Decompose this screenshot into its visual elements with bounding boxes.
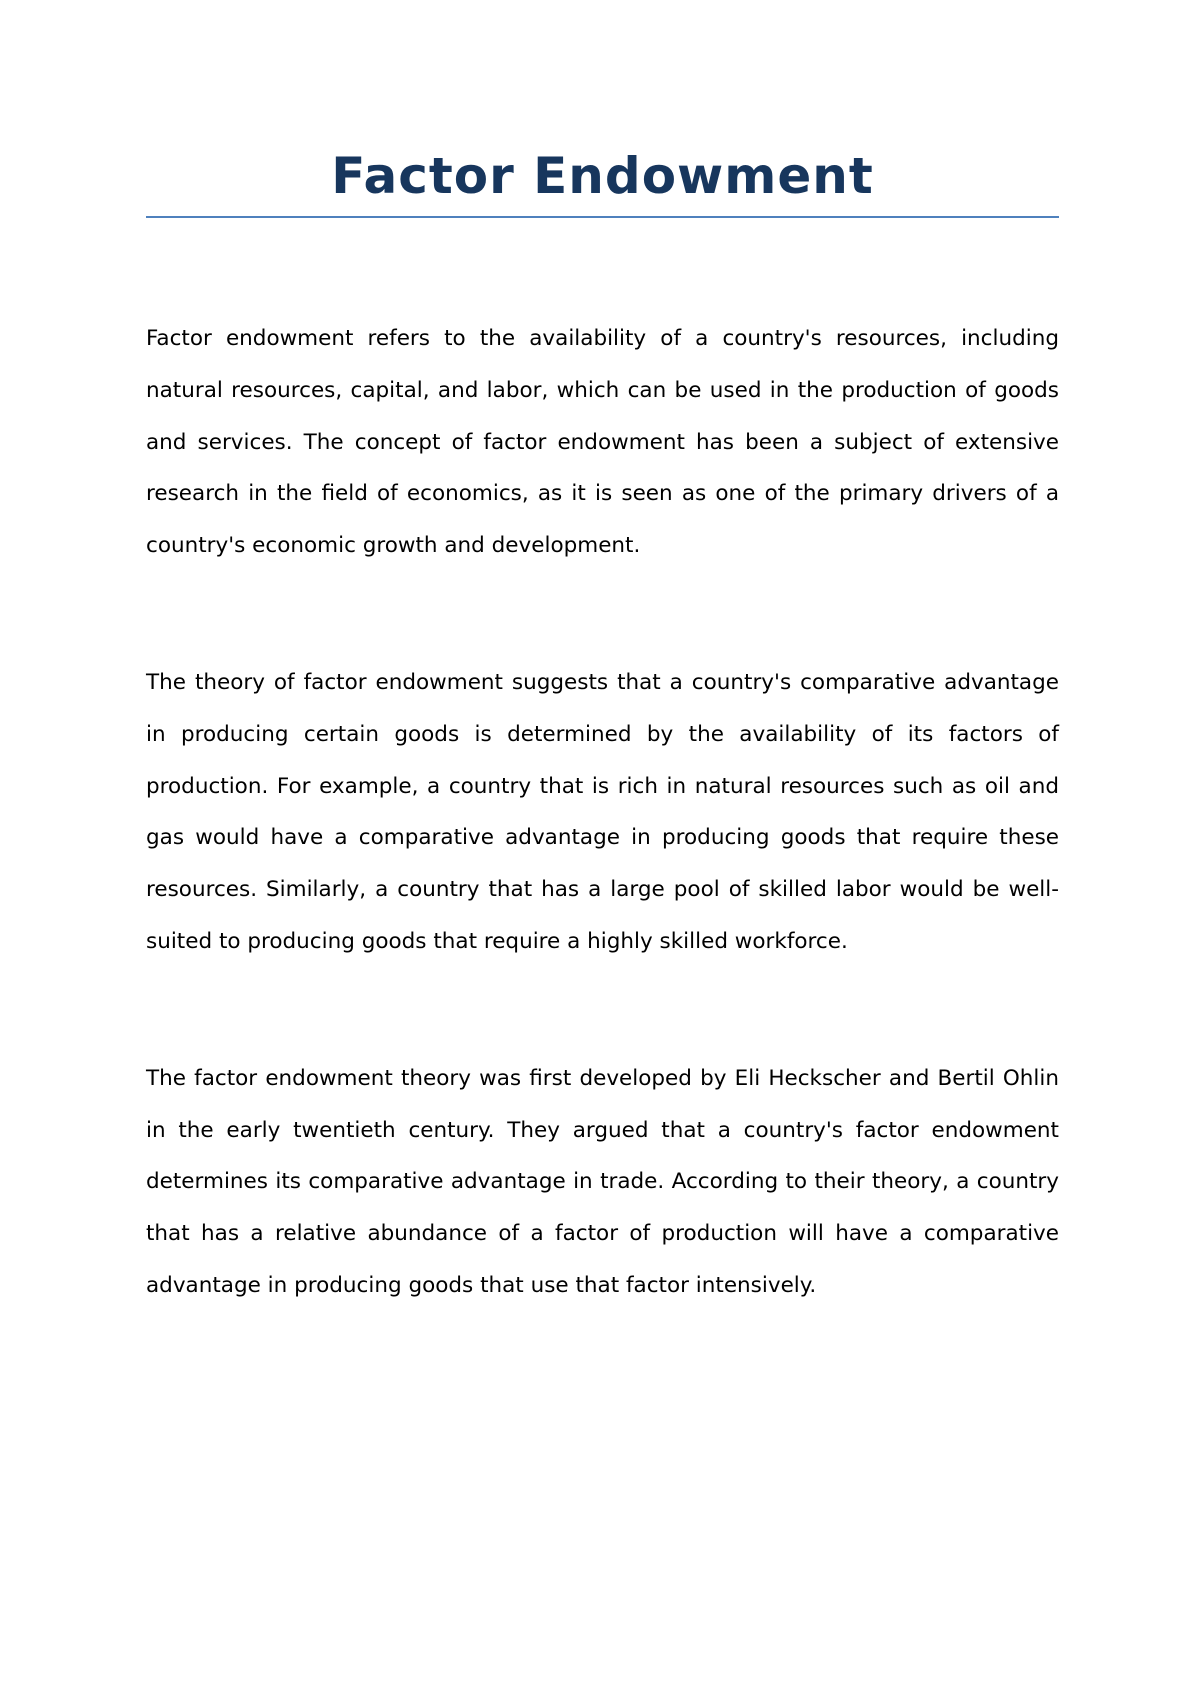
page-title: Factor Endowment	[331, 147, 874, 205]
paragraph-3: The factor endowment theory was first developed by Eli Heckscher and Bertil Ohlin in the early twentieth century. They argued that a country's factor endowment determines its comparative advantage in trade. According to their theory, a country that has a relative abundance of a factor of production will have a comparative advantage in producing goods that use that factor intensively.	[146, 1065, 1059, 1298]
paragraph-1: Factor endowment refers to the availability of a country's resources, including natural resources, capital, and labor, which can be used in the production of goods and services. The concept of factor endowment has been a subject of extensive research in the field of economics, as it is seen as one of the primary drivers of a country's economic growth and development.	[146, 326, 1059, 559]
document-body	[146, 313, 1059, 1312]
title-divider	[146, 216, 1059, 218]
paragraph-2: The theory of factor endowment suggests that a country's comparative advantage in producing certain goods is determined by the availability of its factors of production. For example, a country that is rich in natural resources such as oil and gas would have a comparative advantage in producing goods that require these resources. Similarly, a country that has a large pool of skilled labor would be well-suited to producing goods that require a highly skilled workforce.	[146, 669, 1059, 954]
